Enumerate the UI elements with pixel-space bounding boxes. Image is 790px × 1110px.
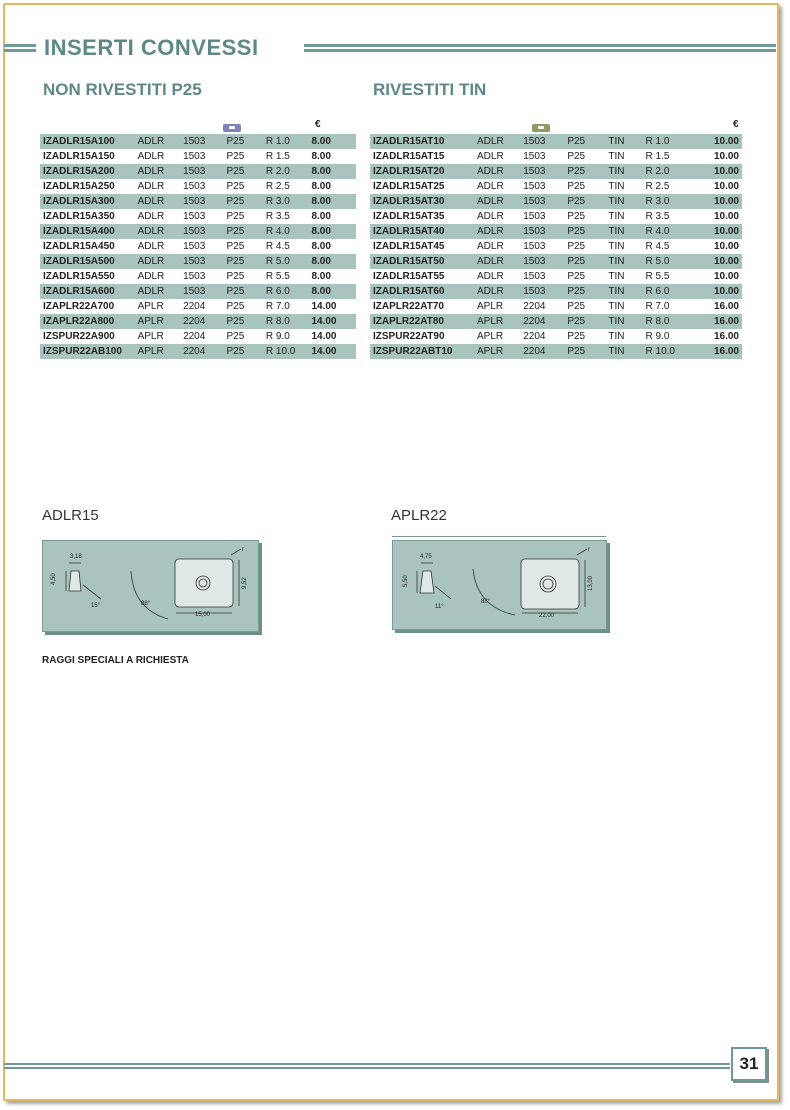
cell-type: ADLR — [138, 194, 183, 209]
cell-code: IZSPUR22A900 — [43, 331, 115, 342]
cell-grade: P25 — [567, 331, 586, 342]
dim-top: 4,75 — [420, 554, 432, 560]
cell-code: IZADLR15AT20 — [370, 164, 477, 179]
cell-size: 1503 — [523, 211, 546, 222]
dim-angle: 15° — [91, 603, 101, 609]
cell-grade: P25 — [226, 151, 245, 162]
table-row — [40, 299, 356, 314]
table-row — [40, 134, 356, 149]
coated-insert-icon — [532, 124, 550, 132]
cell-price: 10.00 — [702, 254, 742, 269]
cell-coat: TIN — [608, 284, 645, 299]
cell-coat: TIN — [608, 301, 625, 312]
cell-type: APLR — [138, 344, 183, 359]
dim-top: 3,18 — [70, 554, 82, 560]
cell-radius: R 8.0 — [266, 314, 312, 329]
cell-type: ADLR — [137, 241, 165, 252]
table-row — [370, 149, 742, 164]
cell-grade: P25 — [567, 211, 586, 222]
cell-coat: TIN — [608, 254, 645, 269]
cell-price: 14.00 — [311, 301, 337, 312]
cell-radius: R 10.0 — [266, 344, 312, 359]
table-row — [40, 194, 356, 209]
footer-rule — [4, 1063, 730, 1069]
table-row — [40, 239, 356, 254]
cell-size: 1503 — [183, 181, 206, 192]
cell-type: ADLR — [138, 254, 183, 269]
technical-drawing — [393, 541, 606, 629]
cell-code: IZADLR15AT30 — [370, 194, 477, 209]
cell-price: 8.00 — [311, 164, 356, 179]
cell-coat: TIN — [608, 194, 645, 209]
cell-code: IZADLR15A600 — [40, 284, 138, 299]
dim-radius: r — [242, 547, 244, 553]
cell-size: 1503 — [523, 224, 567, 239]
cell-type: APLR — [477, 301, 504, 312]
cell-grade: P25 — [226, 181, 245, 192]
insert-drawing-adlr15 — [42, 540, 259, 632]
cell-type: ADLR — [477, 271, 504, 282]
dim-height: 13,00 — [588, 575, 594, 591]
cell-grade: P25 — [567, 151, 586, 162]
cell-coat: TIN — [608, 271, 625, 282]
cell-type: ADLR — [477, 254, 523, 269]
title-rule-right — [304, 44, 776, 52]
cell-type: ADLR — [477, 241, 504, 252]
table-row — [370, 344, 742, 359]
cell-size: 2204 — [523, 314, 567, 329]
cell-coat: TIN — [608, 164, 645, 179]
cell-size: 1503 — [183, 151, 206, 162]
cell-grade: P25 — [567, 254, 608, 269]
cell-coat: TIN — [608, 314, 645, 329]
cell-price: 10.00 — [702, 284, 742, 299]
table-row — [40, 344, 356, 359]
cell-coat: TIN — [608, 181, 625, 192]
table-row — [370, 269, 742, 284]
cell-grade: P25 — [226, 224, 265, 239]
cell-type: ADLR — [477, 284, 523, 299]
cell-grade: P25 — [567, 134, 608, 149]
cell-size: 1503 — [183, 241, 206, 252]
cell-size: 1503 — [523, 271, 546, 282]
cell-price: 16.00 — [713, 331, 739, 342]
table-row — [370, 284, 742, 299]
dim-width: 15,00 — [195, 612, 211, 618]
cell-price: 14.00 — [311, 344, 356, 359]
cell-code: IZADLR15AT45 — [373, 241, 445, 252]
currency-label: € — [315, 119, 321, 130]
cell-code: IZADLR15A350 — [43, 211, 115, 222]
cell-code: IZADLR15AT15 — [373, 151, 445, 162]
cell-price: 16.00 — [713, 301, 739, 312]
cell-grade: P25 — [226, 344, 265, 359]
uncoated-insert-icon — [223, 124, 241, 132]
cell-grade: P25 — [226, 284, 265, 299]
cell-code: IZADLR15AT60 — [370, 284, 477, 299]
cell-radius: R 4.5 — [645, 241, 670, 252]
cell-type: ADLR — [477, 181, 504, 192]
cell-type: APLR — [477, 344, 523, 359]
cell-price: 8.00 — [311, 151, 331, 162]
cell-price: 10.00 — [713, 151, 739, 162]
cell-price: 8.00 — [311, 224, 356, 239]
diagram-label-aplr22: APLR22 — [391, 507, 447, 524]
cell-grade: P25 — [226, 241, 245, 252]
cell-price: 8.00 — [311, 211, 331, 222]
cell-type: ADLR — [477, 194, 523, 209]
cell-type: ADLR — [137, 181, 165, 192]
cell-radius: R 10.0 — [646, 344, 703, 359]
table-row — [40, 224, 356, 239]
cell-code: IZADLR15AT55 — [373, 271, 445, 282]
cell-coat: TIN — [608, 344, 645, 359]
table-row — [40, 284, 356, 299]
section-heading-uncoated: NON RIVESTITI P25 — [43, 80, 202, 99]
cell-radius: R 7.0 — [645, 301, 670, 312]
cell-grade: P25 — [226, 331, 245, 342]
table-row — [370, 254, 742, 269]
cell-grade: P25 — [567, 194, 608, 209]
cell-radius: R 2.5 — [645, 181, 670, 192]
cell-size: 1503 — [183, 271, 206, 282]
cell-price: 10.00 — [713, 271, 739, 282]
cell-size: 1503 — [523, 151, 546, 162]
cell-size: 1503 — [523, 181, 546, 192]
cell-radius: R 1.5 — [645, 151, 670, 162]
cell-price: 8.00 — [311, 254, 356, 269]
cell-type: ADLR — [477, 224, 523, 239]
cell-code: IZADLR15AT40 — [370, 224, 477, 239]
cell-size: 2204 — [523, 301, 546, 312]
cell-coat: TIN — [608, 134, 645, 149]
cell-type: APLR — [137, 331, 164, 342]
cell-code: IZSPUR22AB100 — [40, 344, 138, 359]
dim-angle: 11° — [435, 604, 444, 610]
cell-radius: R 2.0 — [266, 164, 312, 179]
cell-size: 2204 — [183, 331, 206, 342]
cell-grade: P25 — [226, 301, 245, 312]
cell-code: IZAPLR22AT70 — [373, 301, 444, 312]
cell-grade: P25 — [567, 271, 586, 282]
cell-radius: R 5.0 — [266, 254, 312, 269]
cell-type: ADLR — [477, 164, 523, 179]
cell-coat: TIN — [608, 151, 625, 162]
cell-coat: TIN — [608, 241, 625, 252]
cell-code: IZADLR15A200 — [40, 164, 138, 179]
table-row — [370, 239, 742, 254]
table-row — [370, 209, 742, 224]
table-row — [370, 299, 742, 314]
cell-price: 14.00 — [311, 314, 356, 329]
cell-radius: R 2.5 — [265, 181, 290, 192]
cell-radius: R 6.0 — [266, 284, 312, 299]
cell-radius: R 8.0 — [646, 314, 703, 329]
cell-price: 8.00 — [311, 134, 356, 149]
cell-type: ADLR — [138, 134, 183, 149]
cell-radius: R 5.5 — [645, 271, 670, 282]
cell-size: 1503 — [523, 134, 567, 149]
cell-price: 16.00 — [702, 344, 742, 359]
cell-price: 8.00 — [311, 271, 331, 282]
cell-code: IZADLR15AT50 — [370, 254, 477, 269]
cell-grade: P25 — [226, 314, 265, 329]
cell-code: IZAPLR22AT80 — [370, 314, 477, 329]
cell-radius: R 1.5 — [265, 151, 290, 162]
cell-code: IZADLR15AT35 — [373, 211, 445, 222]
cell-radius: R 5.0 — [646, 254, 703, 269]
cell-type: APLR — [477, 331, 504, 342]
cell-radius: R 5.5 — [265, 271, 290, 282]
cell-size: 1503 — [523, 284, 567, 299]
cell-radius: R 3.5 — [645, 211, 670, 222]
title-bar — [4, 35, 776, 60]
table-row — [40, 314, 356, 329]
cell-grade: P25 — [567, 301, 586, 312]
cell-size: 2204 — [183, 314, 226, 329]
dim-height: 9,52 — [242, 577, 248, 589]
table-row — [370, 314, 742, 329]
cell-radius: R 9.0 — [265, 331, 290, 342]
table-row — [40, 269, 356, 284]
dim-thickness: 4,50 — [51, 573, 57, 585]
cell-type: APLR — [138, 314, 183, 329]
dim-arc-angle: 88° — [141, 601, 151, 607]
cell-radius: R 4.5 — [265, 241, 290, 252]
cell-price: 8.00 — [311, 241, 331, 252]
cell-radius: R 7.0 — [265, 301, 290, 312]
table-row — [370, 134, 742, 149]
cell-radius: R 3.0 — [646, 194, 703, 209]
cell-grade: P25 — [226, 164, 265, 179]
cell-price: 16.00 — [702, 314, 742, 329]
cell-code: IZADLR15AT25 — [373, 181, 445, 192]
cell-radius: R 6.0 — [646, 284, 703, 299]
table-row — [370, 224, 742, 239]
table-row — [370, 194, 742, 209]
cell-type: ADLR — [137, 271, 165, 282]
cell-grade: P25 — [226, 194, 265, 209]
dim-arc-angle: 88° — [481, 599, 491, 605]
cell-coat: TIN — [608, 331, 625, 342]
cell-size: 1503 — [183, 284, 226, 299]
cell-radius: R 4.0 — [266, 224, 312, 239]
cell-size: 1503 — [523, 254, 567, 269]
cell-radius: R 1.0 — [266, 134, 312, 149]
cell-type: ADLR — [137, 211, 165, 222]
cell-type: ADLR — [477, 134, 523, 149]
cell-size: 1503 — [523, 194, 567, 209]
cell-size: 1503 — [183, 194, 226, 209]
cell-coat: TIN — [608, 211, 625, 222]
table-row — [40, 209, 356, 224]
cell-radius: R 9.0 — [645, 331, 670, 342]
cell-price: 10.00 — [713, 181, 739, 192]
cell-code: IZSPUR22ABT10 — [370, 344, 477, 359]
insert-drawing-aplr22 — [392, 540, 607, 630]
cell-grade: P25 — [567, 224, 608, 239]
table-row — [40, 179, 356, 194]
cell-size: 1503 — [183, 224, 226, 239]
cell-code: IZADLR15A500 — [40, 254, 138, 269]
cell-price: 14.00 — [311, 331, 337, 342]
cell-code: IZADLR15A400 — [40, 224, 138, 239]
cell-size: 1503 — [183, 254, 226, 269]
cell-radius: R 3.0 — [266, 194, 312, 209]
cell-code: IZADLR15A150 — [43, 151, 115, 162]
cell-grade: P25 — [567, 164, 608, 179]
cell-price: 8.00 — [311, 284, 356, 299]
cell-code: IZADLR15AT10 — [370, 134, 477, 149]
cell-code: IZADLR15A300 — [40, 194, 138, 209]
cell-type: APLR — [137, 301, 164, 312]
table-row — [370, 164, 742, 179]
cell-type: ADLR — [477, 151, 504, 162]
cell-size: 1503 — [523, 164, 567, 179]
dim-radius: r — [588, 547, 590, 553]
uncoated-inserts-table — [40, 134, 356, 359]
diagram-rule — [392, 536, 606, 537]
cell-radius: R 3.5 — [265, 211, 290, 222]
diagram-label-adlr15: ADLR15 — [42, 507, 99, 524]
cell-type: ADLR — [138, 224, 183, 239]
cell-code: IZAPLR22A800 — [40, 314, 138, 329]
page-number: 31 — [731, 1047, 767, 1081]
dim-width: 22,00 — [539, 613, 555, 619]
cell-size: 2204 — [183, 344, 226, 359]
cell-grade: P25 — [567, 241, 586, 252]
table-row — [40, 164, 356, 179]
table-row — [40, 254, 356, 269]
cell-price: 10.00 — [713, 241, 739, 252]
table-row — [370, 329, 742, 344]
cell-code: IZADLR15A450 — [43, 241, 115, 252]
cell-code: IZADLR15A550 — [43, 271, 115, 282]
cell-type: APLR — [477, 314, 523, 329]
cell-price: 10.00 — [702, 164, 742, 179]
cell-price: 8.00 — [311, 194, 356, 209]
cell-grade: P25 — [226, 211, 245, 222]
special-radius-note: RAGGI SPECIALI A RICHIESTA — [42, 655, 189, 666]
cell-type: ADLR — [138, 284, 183, 299]
cell-code: IZAPLR22A700 — [43, 301, 115, 312]
cell-grade: P25 — [226, 254, 265, 269]
dim-thickness: 5,50 — [403, 575, 409, 587]
cell-radius: R 4.0 — [646, 224, 703, 239]
cell-coat: TIN — [608, 224, 645, 239]
page-title: INSERTI CONVESSI — [44, 35, 259, 60]
cell-size: 1503 — [183, 164, 226, 179]
cell-price: 10.00 — [702, 224, 742, 239]
cell-size: 2204 — [523, 344, 567, 359]
technical-drawing — [43, 541, 258, 631]
cell-grade: P25 — [226, 271, 245, 282]
cell-grade: P25 — [567, 344, 608, 359]
cell-grade: P25 — [567, 181, 586, 192]
cell-price: 8.00 — [311, 181, 331, 192]
cell-type: ADLR — [137, 151, 165, 162]
cell-code: IZADLR15A100 — [40, 134, 138, 149]
cell-size: 1503 — [183, 134, 226, 149]
cell-size: 1503 — [183, 211, 206, 222]
cell-type: ADLR — [477, 211, 504, 222]
currency-label: € — [733, 119, 739, 130]
coated-inserts-table — [370, 134, 742, 359]
section-heading-coated: RIVESTITI TIN — [373, 80, 487, 99]
cell-price: 10.00 — [713, 211, 739, 222]
cell-size: 2204 — [183, 301, 206, 312]
cell-code: IZSPUR22AT90 — [373, 331, 445, 342]
table-row — [40, 149, 356, 164]
table-row — [40, 329, 356, 344]
cell-price: 10.00 — [702, 134, 742, 149]
cell-grade: P25 — [567, 314, 608, 329]
cell-grade: P25 — [226, 134, 265, 149]
cell-code: IZADLR15A250 — [43, 181, 115, 192]
cell-radius: R 1.0 — [646, 134, 703, 149]
cell-price: 10.00 — [702, 194, 742, 209]
cell-size: 1503 — [523, 241, 546, 252]
cell-radius: R 2.0 — [646, 164, 703, 179]
cell-size: 2204 — [523, 331, 546, 342]
title-rule-left — [4, 44, 36, 52]
cell-type: ADLR — [138, 164, 183, 179]
table-row — [370, 179, 742, 194]
cell-grade: P25 — [567, 284, 608, 299]
